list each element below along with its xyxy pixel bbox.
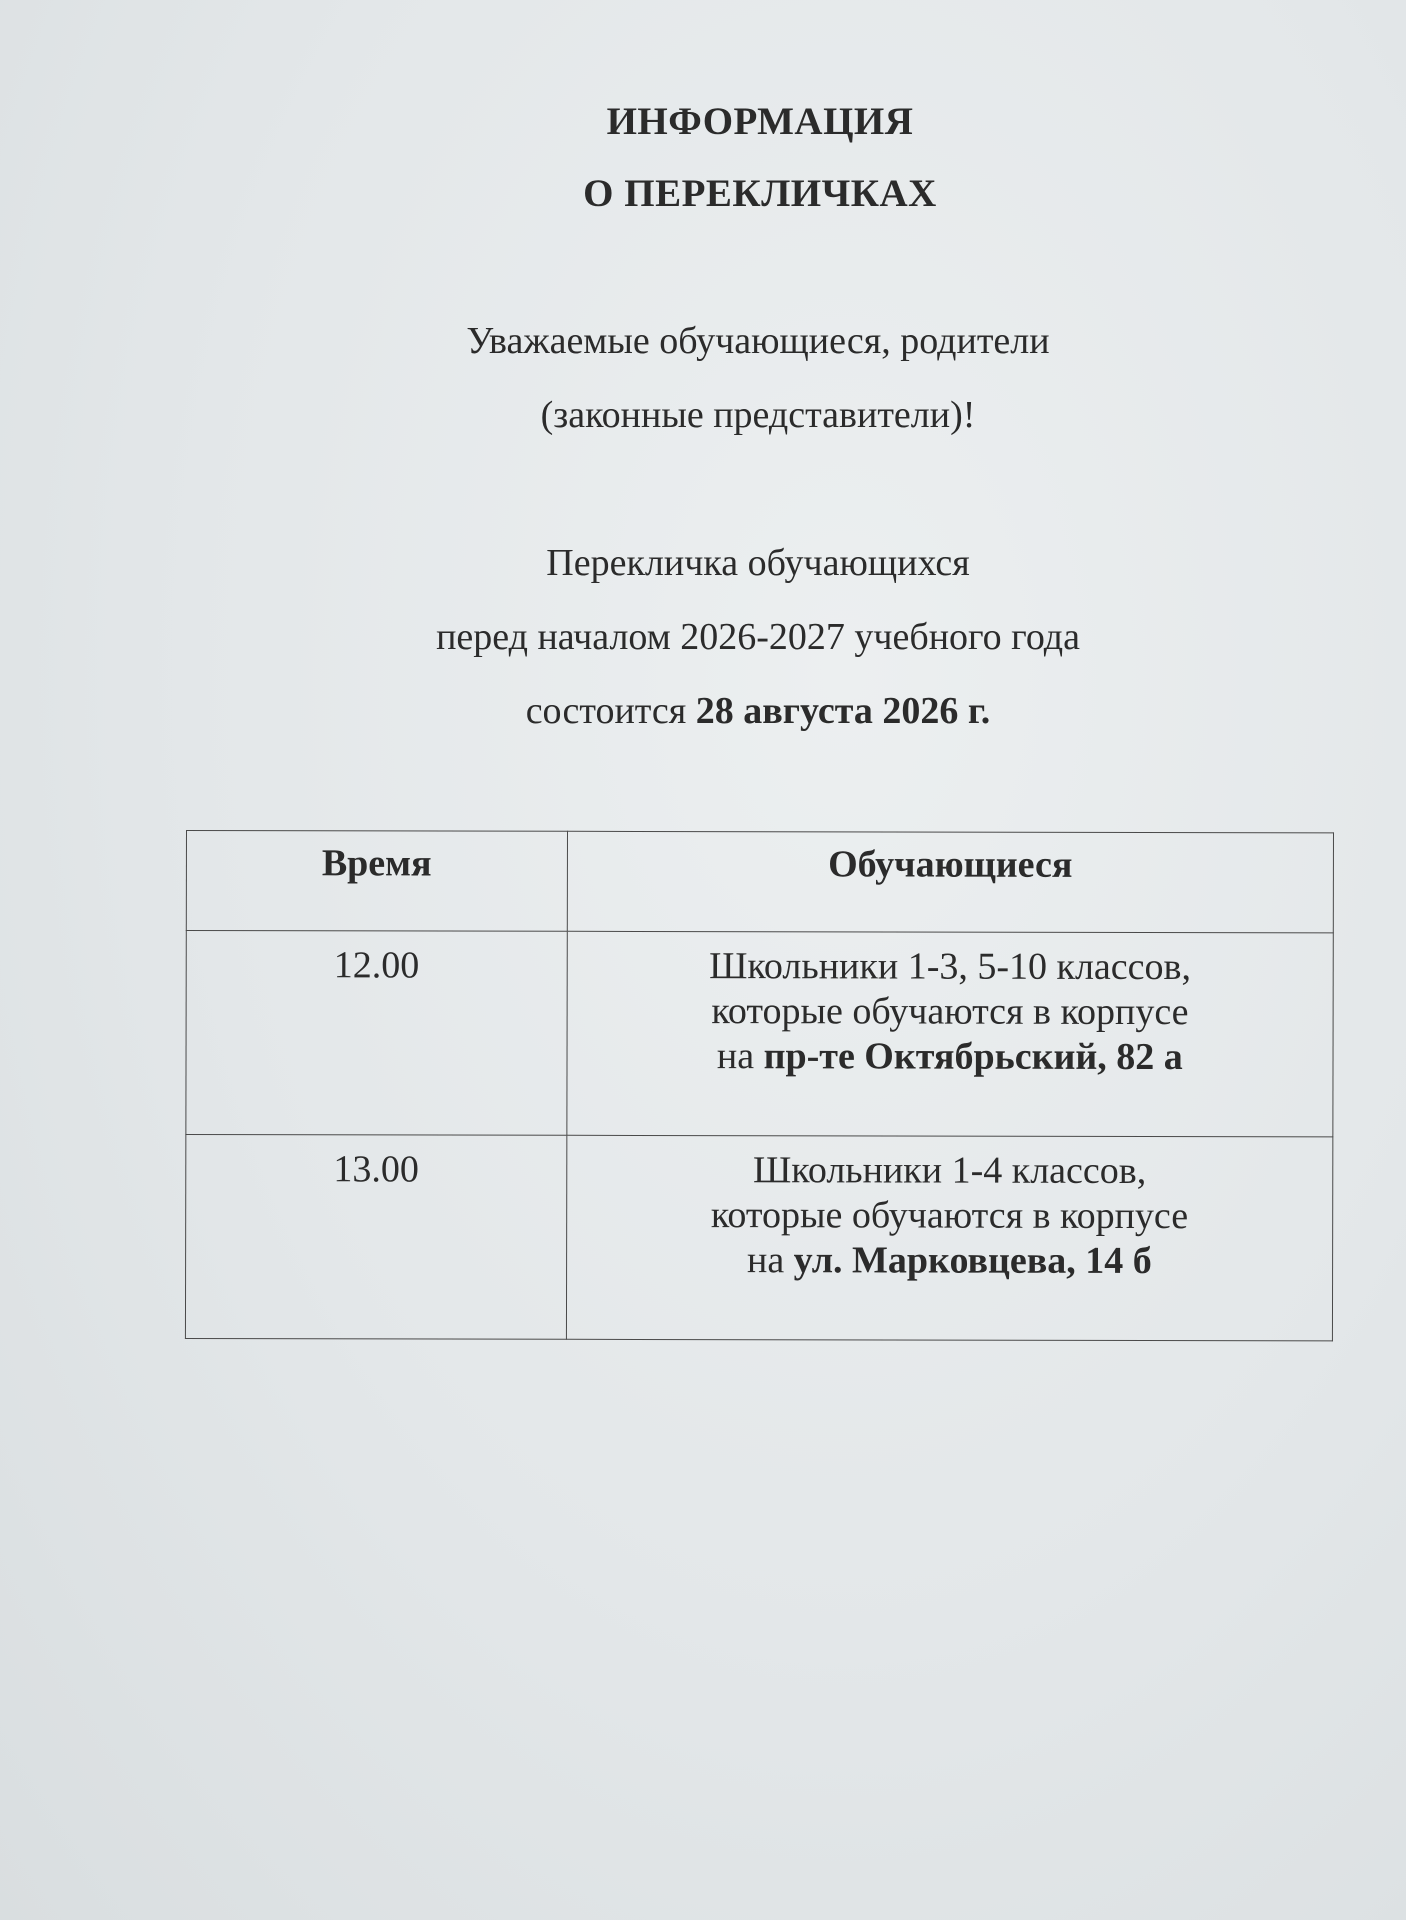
table-row (186, 931, 1333, 1137)
rollcall-date: 28 августа 2026 г. (695, 690, 991, 732)
row-address-prefix: на (716, 1035, 764, 1078)
row-students-line-1: Школьники 1-3, 5-10 классов, (709, 945, 1192, 989)
table-row (185, 1135, 1332, 1341)
table-header-row (186, 831, 1333, 933)
info-line-3-prefix: состоится (525, 690, 696, 732)
title-line-2: О ПЕРЕКЛИЧКАХ (583, 172, 937, 215)
row-time: 12.00 (186, 931, 567, 1136)
greeting-line-2: (законные представители)! (540, 394, 976, 436)
row-address: пр-те Октябрьский, 82 а (763, 1035, 1183, 1079)
row-time: 13.00 (185, 1135, 566, 1340)
info-line-1: Перекличка обучающихся (546, 542, 970, 584)
info-line-3 (55, 692, 1406, 730)
info-line-2: перед началом 2026-2027 учебного года (436, 616, 1080, 658)
header-time: Время (186, 831, 567, 932)
row-address: ул. Марковцева, 14 б (793, 1239, 1152, 1283)
row-address-prefix: на (746, 1239, 794, 1282)
header-students: Обучающиеся (567, 831, 1334, 933)
row-students-line-1: Школьники 1-4 классов, (752, 1149, 1147, 1193)
title-line-1: ИНФОРМАЦИЯ (606, 100, 914, 143)
row-students-line-3 (567, 1034, 1332, 1081)
row-students-line-2: которые обучаются в корпусе (710, 1194, 1189, 1238)
row-students-line-2: которые обучаются в корпусе (711, 990, 1189, 1034)
schedule-table (185, 830, 1334, 1341)
row-students (567, 931, 1334, 1137)
greeting-line-1: Уважаемые обучающиеся, родители (466, 320, 1050, 362)
row-students (566, 1135, 1333, 1341)
row-students-line-3 (567, 1238, 1332, 1285)
